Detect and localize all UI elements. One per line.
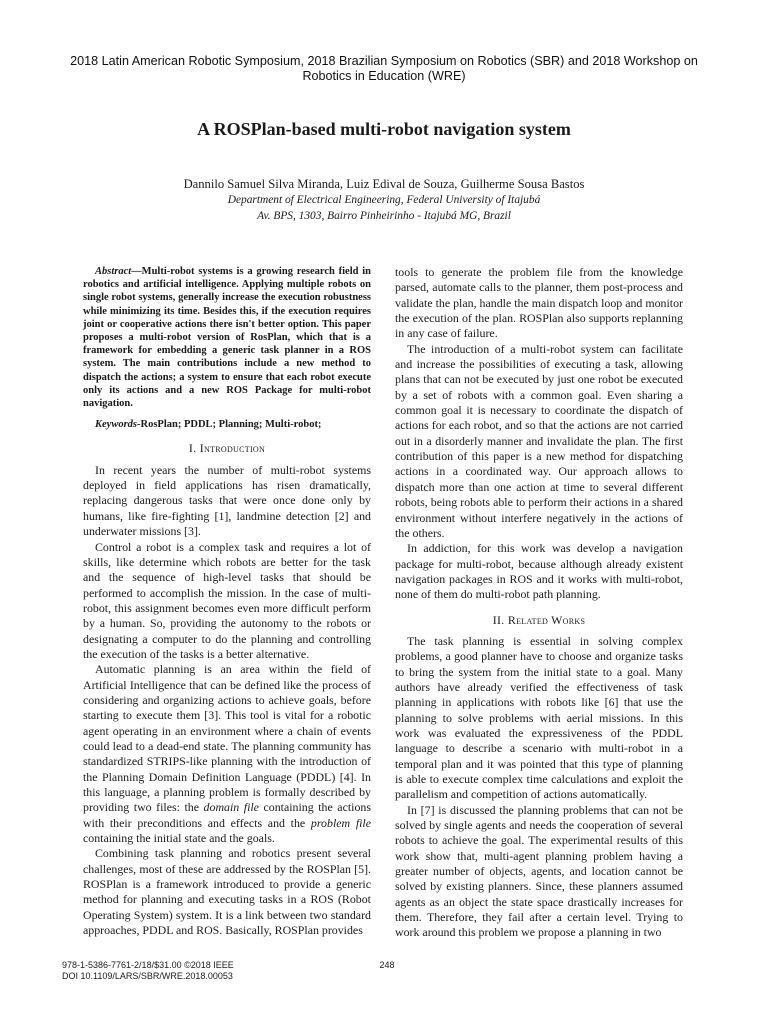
paragraph-text: containing the actions with their preconditions and effects and the: [83, 800, 371, 830]
paragraph: tools to generate the problem file from the knowledge parsed, automate calls to the planner, them post-process and validate the plan, handle the main dispatch loop and monitor the execution of the plan. ROSPlan also supports replanning in any case of failure.: [395, 265, 683, 341]
paragraph-text: containing the initial state and the goals.: [83, 831, 275, 846]
affiliation-address: Av. BPS, 1303, Bairro Pinheirinho - Itajubá MG, Brazil: [257, 210, 511, 222]
abstract: [83, 265, 371, 410]
footer-isbn: 978-1-5386-7761-2/18/$31.00 ©2018 IEEE: [62, 960, 234, 970]
abstract-text: —Multi-robot systems is a growing research field in robotics and artificial intelligence. Applying multiple robots on single robot systems, generally increase the execution robustness while minimizing its time. Besides this, if the execution requires joint or cooperative actions there isn't better option. This paper proposes a multi-robot version of RosPlan, which that is a framework for embedding a generic task planner in a ROS system. The main contributions include a new method to dispatch the actions; a system to ensure that each robot execute only its actions and a new ROS Package for multi-robot navigation.: [83, 266, 371, 410]
paragraph: Control a robot is a complex task and requires a lot of skills, like determine which robots are better for the task and the sequence of high-level tasks that should be performed to accomplish the mission. In the case of multi-robot, this assignment becomes even more difficult perform by a human. So, providing the autonomy to the robots or designating a computer to do the planning and controlling the execution of the tasks is a better alternative.: [83, 539, 371, 661]
paragraph: The introduction of a multi-robot system can facilitate and increase the possibilities of executing a task, allowing plans that can not be executed by just one robot be executed by a set of robots with a common goal. Even sharing a common goal it is necessary to coordinate the dispatch of actions for each robot, and so that the actions are not carried out in a disorderly manner and invalidate the plan. The first contribution of this paper is a new method for dispatching actions in a coordinated way. Our approach allows to dispatch more than one action at time to several different robots, being robots able to perform their actions in a shared environment without interfere negatively in the actions of the others.: [395, 341, 683, 540]
right-column: [395, 265, 683, 941]
paragraph: The task planning is essential in solving complex problems, a good planner have to choose and organize tasks to bring the system from the initial state to a goal. Many authors have already verified the effectiveness of task planning in applications with robots like [6] that use the planning to solve problems with aerial missions. In this work was evaluated the expressiveness of the PDDL language to describe a scenario with multi-robot in a temporal plan and it was pointed that this type of planning is able to execute complex time calculations and exploit the parallelism and competition of actions automatically.: [395, 633, 683, 802]
paper-title: A ROSPlan-based multi-robot navigation system: [197, 119, 571, 139]
paragraph: Combining task planning and robotics present several challenges, most of these are addressed by the ROSPlan [5]. ROSPlan is a framework introduced to provide a generic method for planning and executing tasks in a ROS (Robot Operating System) system. It is a link between two standard approaches, PDDL and ROS. Basically, ROSPlan provides: [83, 846, 371, 938]
domain-file-term: domain file: [203, 800, 259, 815]
abstract-lead: Abstract: [95, 266, 132, 277]
keywords-text: -RosPlan; PDDL; Planning; Multi-robot;: [137, 419, 322, 431]
footer-copyright: [62, 960, 234, 981]
footer-doi: DOI 10.1109/LARS/SBR/WRE.2018.00053: [62, 970, 233, 981]
problem-file-term: problem file: [310, 815, 372, 830]
paragraph-text: Automatic planning is an area within the field of Artificial Intelligence that can be defined like the process of considering and organizing actions to achieve goals, before starting to execute them [3]. This tool is vital for a robotic agent operating in an environment where a chain of events could lead to a dead-end state. The planning community has standardized STRIPS-like planning with the introduction of the Planning Domain Definition Language (PDDL) [4]. In this language, a planning problem is formally described by providing two files: the: [83, 662, 371, 815]
left-column: [83, 265, 371, 938]
keywords-lead: Keywords: [95, 419, 137, 431]
section-heading-introduction: I. Introduction: [188, 441, 266, 456]
author-list: Dannilo Samuel Silva Miranda, Luiz Edival de Souza, Guilherme Sousa Bastos: [183, 177, 585, 191]
affiliation-department: Department of Electrical Engineering, Federal University of Itajubá: [227, 194, 541, 206]
section-heading-related-works: II. Related Works: [492, 612, 586, 627]
keywords: [83, 418, 371, 431]
page-number: 248: [379, 960, 395, 970]
conference-header: 2018 Latin American Robotic Symposium, 2018 Brazilian Symposium on Robotics (SBR) and 2018 Workshop on Robotics in Education (WRE): [70, 54, 698, 83]
paragraph: [83, 662, 371, 846]
paragraph: In addiction, for this work was develop a navigation package for multi-robot, because although already existent navigation packages in ROS and it works with multi-robot, none of them do multi-robot path planning.: [395, 541, 683, 602]
paragraph: In [7] is discussed the planning problems that can not be solved by single agents and needs the cooperation of several robots to achieve the goal. The experimental results of this work show that, multi-agent planning problem having a greater number of objects, agents, and location cannot be solved by existing planners. Since, these planners assumed agents as an object the state space drastically increases for them. Therefore, they fail after a certain level. Trying to work around this problem we propose a planning in two: [395, 802, 683, 940]
paragraph: In recent years the number of multi-robot systems deployed in field applications has risen dramatically, replacing dangerous tasks that were once done only by humans, like fire-fighting [1], landmine detection [2] and underwater missions [3].: [83, 462, 371, 539]
